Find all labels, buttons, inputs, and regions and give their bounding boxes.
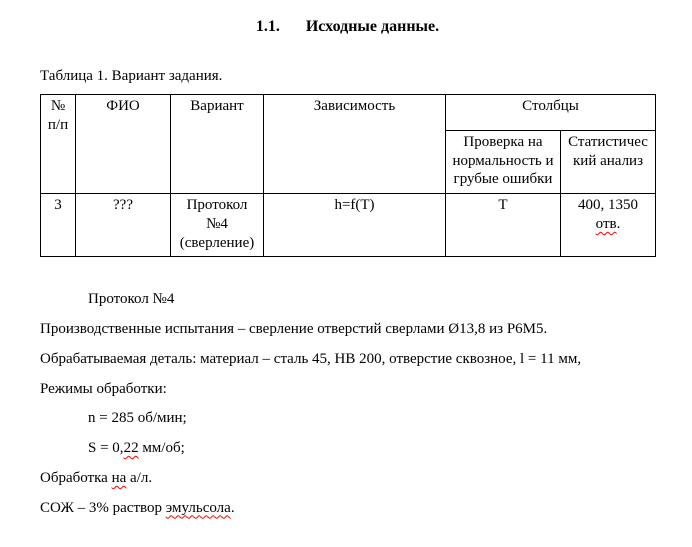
table-caption: Таблица 1. Вариант задания.: [40, 68, 223, 84]
paragraph-workpiece: Обрабатываемая деталь: материал – сталь 45, НВ 200, отверстие сквозное, l = 11 мм,: [40, 350, 582, 367]
text-run: .: [230, 499, 235, 516]
text-run: а/л.: [126, 469, 153, 486]
text-run: Обработка: [40, 469, 112, 486]
misspelled-word: отв: [595, 215, 617, 232]
cell-variant: Протокол №4 (сверление): [171, 194, 264, 257]
section-title: [40, 18, 655, 36]
header-cell-num: № п/п: [41, 95, 76, 194]
cell-fio: ???: [76, 194, 171, 257]
header-cell-columns-group: Столбцы: [446, 95, 656, 131]
header-cell-statistical-analysis: Статистический анализ: [561, 130, 656, 193]
cell-statistical-analysis: [561, 194, 656, 257]
paragraph-coolant: [40, 499, 655, 518]
paragraph-production-tests: Производственные испытания – сверление отверстий сверлами Ø13,8 из Р6М5.: [40, 321, 548, 337]
cell-text: .: [616, 215, 621, 232]
text-run: S = 0,: [88, 440, 124, 456]
paragraph-feed: [40, 439, 655, 458]
cell-num: 3: [41, 194, 76, 257]
variant-table: [40, 94, 656, 257]
header-cell-normality-check: Проверка на нормальность и грубые ошибки: [446, 130, 561, 193]
misspelled-word: 22: [123, 440, 139, 456]
cell-normality-check: Т: [446, 194, 561, 257]
header-cell-variant: Вариант: [171, 95, 264, 194]
cell-text: 400, 1350: [578, 197, 638, 213]
text-run: мм/об;: [138, 440, 185, 456]
paragraph-processing: [40, 469, 655, 488]
header-cell-fio: ФИО: [76, 95, 171, 194]
section-number: 1.1.: [255, 18, 280, 35]
paragraph-rpm: n = 285 об/мин;: [88, 410, 187, 427]
body-text: [40, 290, 655, 517]
table-row: [41, 194, 656, 257]
misspelled-word: на: [111, 469, 127, 486]
header-cell-dependency: Зависимость: [264, 95, 446, 194]
misspelled-word: эмульсола: [165, 499, 231, 516]
paragraph-modes-heading: Режимы обработки:: [40, 380, 167, 397]
protocol-heading: Протокол №4: [88, 291, 175, 308]
section-title-text: Исходные данные.: [305, 18, 440, 35]
text-run: СОЖ – 3% раствор: [40, 499, 166, 516]
cell-dependency: h=f(T): [264, 194, 446, 257]
